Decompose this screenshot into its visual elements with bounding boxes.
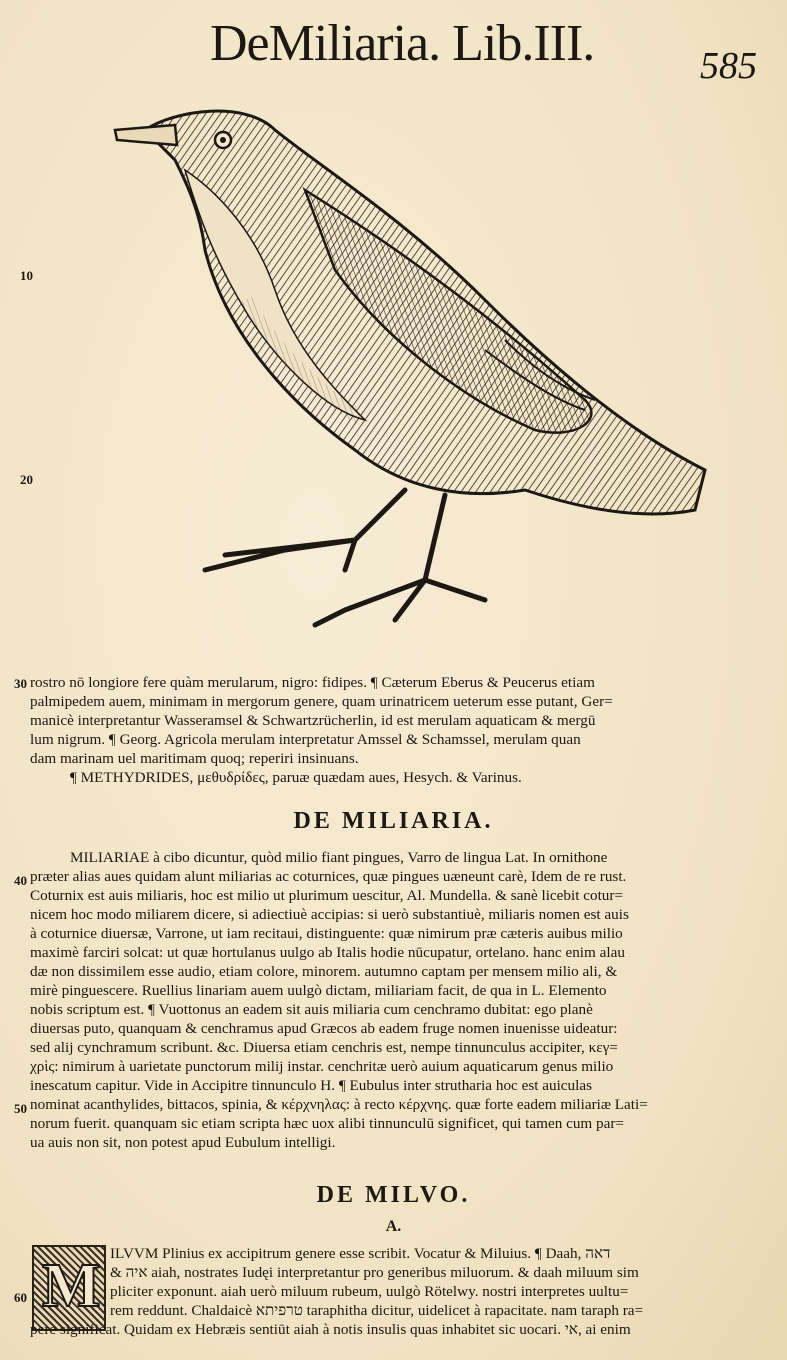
text-line: palmipedem auem, minimam in mergorum genere, quam urinatricem ueterum esse putant, Ger=: [30, 693, 613, 710]
margin-line-number: 40: [14, 873, 27, 888]
text-line: ILVVM Plinius ex accipitrum genere esse scribit. Vocatur & Miluius. ¶ Daah, דאה: [110, 1245, 611, 1262]
text-line: inescatum capitur. Vide in Accipitre tinnunculo H. ¶ Eubulus inter struthariа hoc est auiculas: [30, 1077, 593, 1094]
text-line: nicem hoc modo miliarem dicere, si adiectiuè accipias: si uerò substantiuè, miliaris nomen est auis: [30, 906, 629, 923]
text-line: lum nigrum. ¶ Georg. Agricola merulam interpretatur Amssel & Schamssel, merulam quan: [30, 731, 581, 748]
text-line: nobis scriptum est. ¶ Vuottonus an eadem sit auis miliaria cum cenchramo dubitat: ego planè: [30, 1001, 593, 1018]
text-line: maximè farciri solcat: ut quæ hortulanus uulgo ab Italis hodie nūcupatur, ortelano. hanc enim alau: [30, 944, 625, 961]
bird-woodcut-illustration: [105, 100, 715, 660]
text-line: pere significat. Quidam ex Hebræis sentiūt aiah à notis insulis quas inhabitet sic uocari. אי, ai enim: [30, 1321, 631, 1338]
running-title: DeMiliaria. Lib.III.: [210, 15, 595, 72]
text-block-miliaria: [30, 848, 770, 1152]
text-line: ¶ METHYDRIDES, μεθυδρίδες, paruæ quædam aues, Hesych. & Varinus.: [70, 769, 522, 786]
text-line: norum fuerit. quanquam sic etiam scripta hæc uox alibi tinnunculū significet, qui tamen cum par=: [30, 1115, 624, 1132]
margin-line-number: 50: [14, 1101, 27, 1116]
text-line: mirè pinguescere. Ruellius linariam auem uulgò dictam, miliariam facit, de qua in L. Elemento: [30, 982, 607, 999]
text-line: sed alij cynchramum scribunt. &c. Diuersa etiam cenchris est, nempe tinnunculus accipiter, κεγ=: [30, 1039, 618, 1056]
text-line: præter alias aues quidam alunt miliarias ac coturnices, quæ pingues uæneunt carè, Idem de re rust.: [30, 868, 627, 885]
text-line: MILIARIAE à cibo dicuntur, quòd milio fiant pingues, Varro de lingua Lat. In ornithone: [70, 849, 608, 866]
section-heading-milvo: DE MILVO.: [316, 1182, 471, 1208]
decorated-initial: [32, 1245, 106, 1331]
text-line: dam marinam uel maritimam quoq; reperiri insinuans.: [30, 750, 359, 767]
margin-line-number: 60: [14, 1290, 27, 1305]
text-line: rostro nō longiore fere quàm merularum, nigro: fidipes. ¶ Cæterum Eberus & Peucerus etiam: [30, 674, 595, 691]
text-line: dæ non dissimilem esse audio, etiam colore, minorem. autumno captam per mensem milio ali, &: [30, 963, 618, 980]
text-line: à coturnice diuersæ, Varrone, ut iam recitaui, distinguente: quæ nimirum præ cæteris auibus milio: [30, 925, 623, 942]
text-line: rem reddunt. Chaldaicè טרפיתא taraphitha dicitur, uidelicet à rapacitate. nam taraph ra=: [110, 1302, 644, 1319]
page-number: 585: [700, 45, 757, 87]
text-line: & איה aiah, nostrates Iudęi interpretantur pro generibus miluorum. & daah miluum sim: [110, 1264, 639, 1281]
text-block-milvo-cont: [30, 1320, 770, 1339]
text-line: ua auis non sit, non potest apud Eubulum intelligi.: [30, 1134, 336, 1151]
margin-line-number: 20: [20, 472, 33, 487]
text-line: manicè interpretantur Wasseramsel & Schwartzrücherlin, id est merulam aquaticam & mergū: [30, 712, 596, 729]
section-heading-miliaria: DE MILIARIA.: [293, 808, 494, 834]
text-line: pliciter exponunt. aiah uerò miluum rubeum, uulgò Rötelwy. nostri interpretes uultu=: [110, 1283, 629, 1300]
text-line: nominat acanthylides, bittacos, spinia, & κέρχνηλας: à recto κέρχνης. quæ forte eadem miliariæ Lati=: [30, 1096, 648, 1113]
text-line: Coturnix est auis miliaris, hoc est milio ut plurimum uescitur, Al. Mundella. & sanè licebit cotur=: [30, 887, 624, 904]
margin-line-number: 30: [14, 676, 27, 691]
text-block-methydrides: [30, 673, 770, 787]
decorated-initial-letter: M: [42, 1252, 101, 1320]
text-line: diuersas puto, quanquam & cenchramus apud Græcos ab eadem fruge nomen inuenisse uideatur:: [30, 1020, 618, 1037]
text-block-milvo: [110, 1244, 770, 1320]
section-subheading: A.: [385, 1218, 402, 1235]
text-line: χρὶς: nimirum à uarietate punctorum milij instar. cenchritæ uerò auium aquaticarum genus milio: [30, 1058, 614, 1075]
margin-line-number: 10: [20, 268, 33, 283]
